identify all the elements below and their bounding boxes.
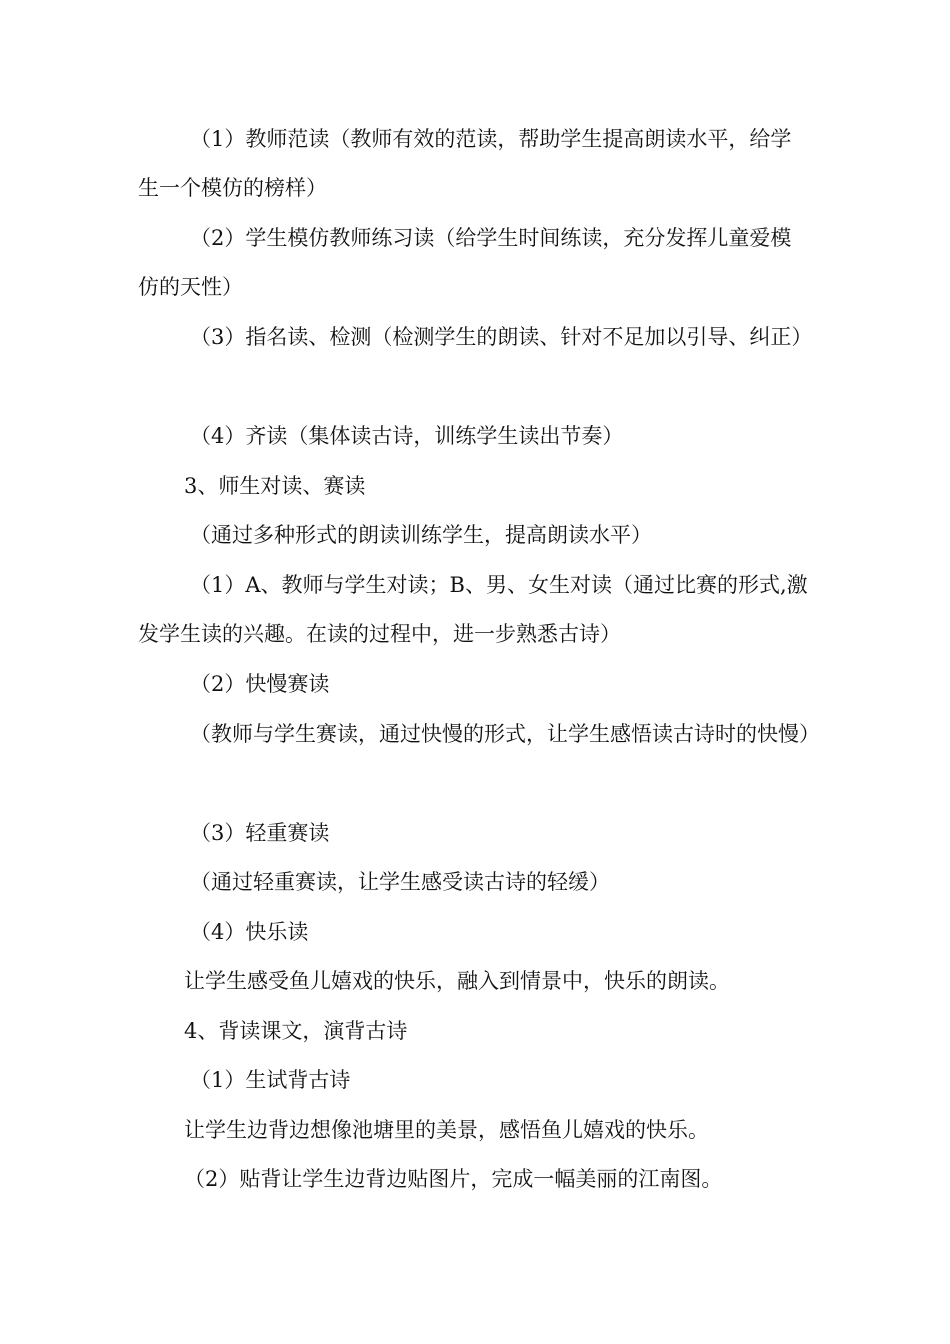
paragraph-volume-contest: （3）轻重赛读 bbox=[190, 821, 330, 845]
paragraph-picture-recitation: （2）贴背让学生边背边贴图片，完成一幅美丽的江南图。 bbox=[184, 1167, 723, 1191]
paragraph-happy-reading: （4）快乐读 bbox=[190, 920, 309, 944]
paragraph-trial-recitation-note: 让学生边背边想像池塘里的美景，感悟鱼儿嬉戏的快乐。 bbox=[184, 1118, 709, 1142]
paragraph-note-multiple-forms: （通过多种形式的朗读训练学生，提高朗读水平） bbox=[190, 523, 652, 547]
paragraph-speed-contest-note: （教师与学生赛读，通过快慢的形式，让学生感悟读古诗时的快慢） bbox=[190, 722, 820, 746]
section-heading-3: 3、师生对读、赛读 bbox=[184, 474, 366, 498]
paragraph-named-reading: （3）指名读、检测（检测学生的朗读、针对不足加以引导、纠正） bbox=[190, 325, 813, 349]
paragraph-happy-reading-note: 让学生感受鱼儿嬉戏的快乐，融入到情景中，快乐的朗读。 bbox=[184, 969, 730, 993]
paragraph-dialogue-reading: （1）A、教师与学生对读；B、男、女生对读（通过比赛的形式,激发学生读的兴趣。在读的过程中，进一步熟悉古诗） bbox=[138, 573, 808, 646]
paragraph-trial-recitation: （1）生试背古诗 bbox=[190, 1068, 351, 1092]
section-heading-4: 4、背读课文，演背古诗 bbox=[184, 1019, 408, 1043]
paragraph-teacher-model-reading: （1）教师范读（教师有效的范读，帮助学生提高朗读水平，给学生一个模仿的榜样） bbox=[138, 127, 792, 200]
paragraph-volume-contest-note: （通过轻重赛读，让学生感受读古诗的轻缓） bbox=[190, 870, 610, 894]
paragraph-group-reading: （4）齐读（集体读古诗，训练学生读出节奏） bbox=[190, 424, 624, 448]
paragraph-speed-contest: （2）快慢赛读 bbox=[190, 672, 330, 696]
paragraph-student-imitation: （2）学生模仿教师练习读（给学生时间练读，充分发挥儿童爱模仿的天性） bbox=[138, 226, 792, 299]
